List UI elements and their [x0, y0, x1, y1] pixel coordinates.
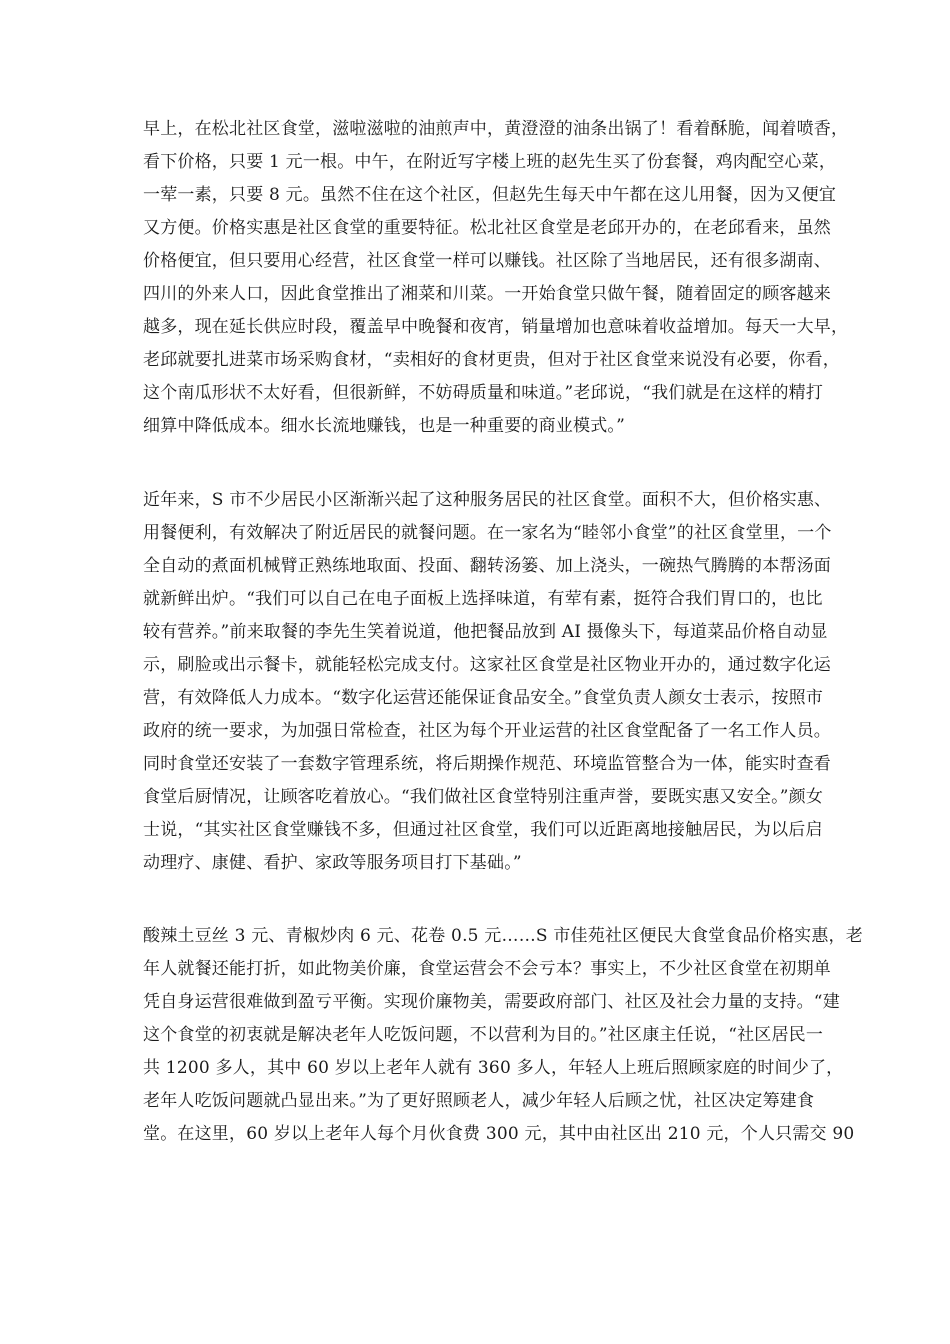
text-line: 酸辣土豆丝 3 元、青椒炒肉 6 元、花卷 0.5 元……S 市佳苑社区便民大食堂食品价格实惠，老: [143, 926, 863, 946]
text-line: 凭自身运营很难做到盈亏平衡。实现价廉物美，需要政府部门、社区及社会力量的支持。“建: [143, 992, 840, 1012]
text-line: 较有营养。”前来取餐的李先生笑着说道，他把餐品放到 AI 摄像头下，每道菜品价格自动显: [143, 622, 828, 642]
text-line: 全自动的煮面机械臂正熟练地取面、投面、翻转汤篓、加上浇头，一碗热气腾腾的本帮汤面: [143, 556, 831, 576]
text-line: 价格便宜，但只要用心经营，社区食堂一样可以赚钱。社区除了当地居民，还有很多湖南、: [143, 251, 831, 271]
text-line: 用餐便利，有效解决了附近居民的就餐问题。在一家名为“睦邻小食堂”的社区食堂里，一个: [143, 523, 832, 543]
text-line: 示，刷脸或出示餐卡，就能轻松完成支付。这家社区食堂是社区物业开办的，通过数字化运: [143, 655, 831, 675]
text-line: 老邱就要扎进菜市场采购食材，“卖相好的食材更贵，但对于社区食堂来说没有必要，你看，: [143, 350, 840, 370]
text-line: 政府的统一要求，为加强日常检查，社区为每个开业运营的社区食堂配备了一名工作人员。: [143, 721, 831, 741]
text-line: 越多，现在延长供应时段，覆盖早中晚餐和夜宵，销量增加也意味着收益增加。每天一大早，: [143, 317, 849, 337]
text-line: 四川的外来人口，因此食堂推出了湘菜和川菜。一开始食堂只做午餐，随着固定的顾客越来: [143, 284, 831, 304]
text-line: 细算中降低成本。细水长流地赚钱，也是一种重要的商业模式。”: [143, 416, 625, 436]
paragraph-2: [143, 484, 863, 880]
paragraph-3: [143, 920, 863, 1151]
text-line: 年人就餐还能打折，如此物美价廉，食堂运营会不会亏本？事实上，不少社区食堂在初期单: [143, 959, 831, 979]
text-line: 动理疗、康健、看护、家政等服务项目打下基础。”: [143, 853, 522, 873]
text-line: 老年人吃饭问题就凸显出来。”为了更好照顾老人，减少年轻人后顾之忧，社区决定筹建食: [143, 1091, 815, 1111]
text-line: 堂。在这里，60 岁以上老年人每个月伙食费 300 元，其中由社区出 210 元，个人只需交 90: [143, 1124, 855, 1144]
text-line: 食堂后厨情况，让顾客吃着放心。“我们做社区食堂特别注重声誉，要既实惠又安全。”颜女: [143, 787, 824, 807]
paragraph-1: [143, 113, 863, 443]
text-line: 又方便。价格实惠是社区食堂的重要特征。松北社区食堂是老邱开办的，在老邱看来，虽然: [143, 218, 831, 238]
text-line: 早上，在松北社区食堂，滋啦滋啦的油煎声中，黄澄澄的油条出锅了！看着酥脆，闻着喷香，: [143, 119, 849, 139]
text-line: 一荤一素，只要 8 元。虽然不住在这个社区，但赵先生每天中午都在这儿用餐，因为又便宜: [143, 185, 837, 205]
text-line: 看下价格，只要 1 元一根。中午，在附近写字楼上班的赵先生买了份套餐，鸡肉配空心菜，: [143, 152, 837, 172]
text-line: 就新鲜出炉。“我们可以自己在电子面板上选择味道，有荤有素，挺符合我们胃口的，也比: [143, 589, 823, 609]
text-line: 士说，“其实社区食堂赚钱不多，但通过社区食堂，我们可以近距离地接触居民，为以后启: [143, 820, 823, 840]
text-line: 同时食堂还安装了一套数字管理系统，将后期操作规范、环境监管整合为一体，能实时查看: [143, 754, 831, 774]
text-line: 共 1200 多人，其中 60 岁以上老年人就有 360 多人，年轻人上班后照顾家庭的时间少了，: [143, 1058, 844, 1078]
text-line: 这个南瓜形状不太好看，但很新鲜，不妨碍质量和味道。”老邱说，“我们就是在这样的精打: [143, 383, 824, 403]
text-line: 近年来，S 市不少居民小区渐渐兴起了这种服务居民的社区食堂。面积不大，但价格实惠、: [143, 490, 832, 510]
text-line: 营，有效降低人力成本。“数字化运营还能保证食品安全。”食堂负责人颜女士表示，按照市: [143, 688, 824, 708]
text-line: 这个食堂的初衷就是解决老年人吃饭问题，不以营利为目的。”社区康主任说，“社区居民一: [143, 1025, 824, 1045]
